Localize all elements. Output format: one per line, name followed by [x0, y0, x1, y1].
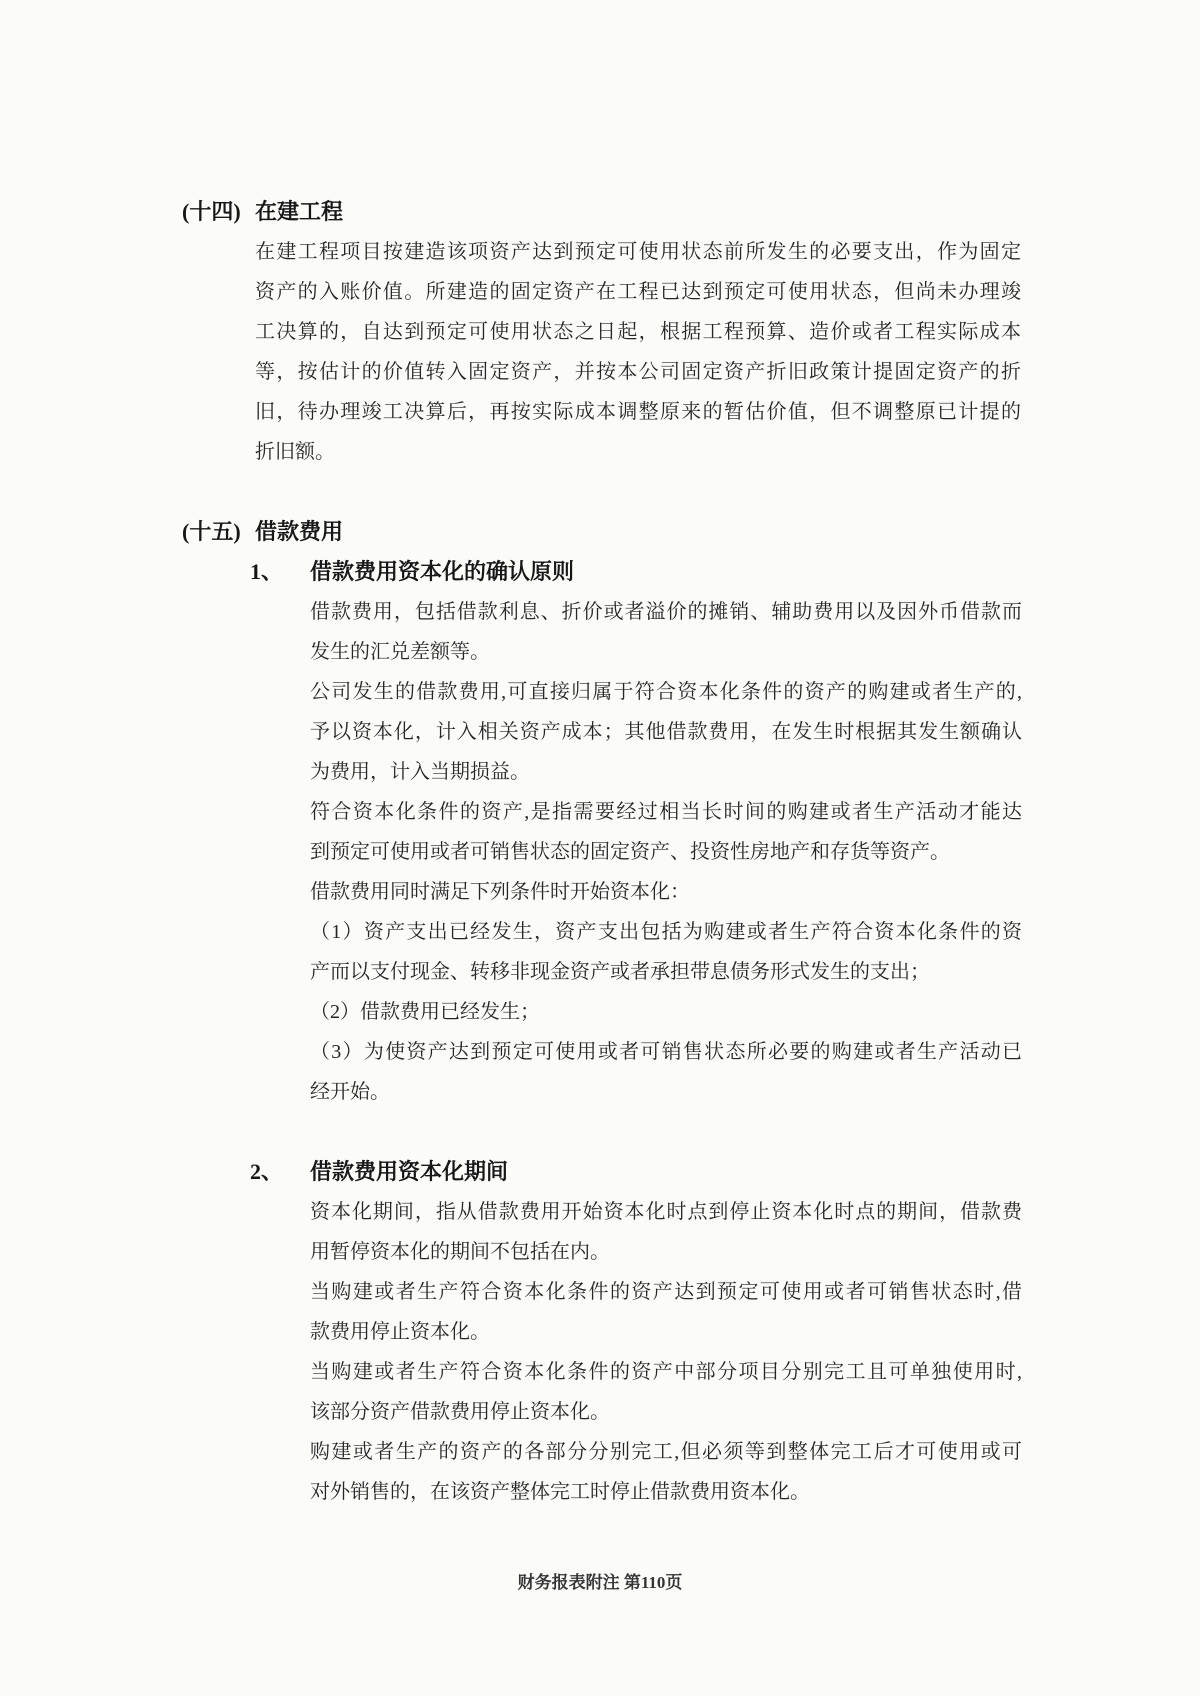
page-footer: 财务报表附注 第110页: [517, 1573, 683, 1592]
subsection-number: 2、: [250, 1159, 284, 1184]
text-line: 旧，待办理竣工决算后，再按实际成本调整原来的暂估价值，但不调整原已计提的: [255, 401, 1021, 423]
subsection-body: [310, 1192, 1022, 1512]
paragraph: [255, 232, 1021, 472]
subsection-capitalization-period: [0, 1152, 1200, 1512]
text-line: 款费用停止资本化。: [310, 1321, 490, 1343]
subsection-body: [310, 592, 1022, 1112]
section-construction-in-progress: [0, 192, 1200, 472]
text-line: 借款费用，包括借款利息、折价或者溢价的摊销、辅助费用以及因外币借款而: [310, 601, 1022, 623]
subsection-heading: [0, 1152, 1200, 1192]
paragraph: [310, 592, 1022, 672]
text-line: 该部分资产借款费用停止资本化。: [310, 1401, 610, 1423]
text-line: 当购建或者生产符合资本化条件的资产达到预定可使用或者可销售状态时,借: [310, 1281, 1022, 1303]
section-title: 借款费用: [255, 519, 344, 544]
text-line: 资本化期间，指从借款费用开始资本化时点到停止资本化时点的期间，借款费: [310, 1201, 1022, 1223]
text-line: 符合资本化条件的资产,是指需要经过相当长时间的购建或者生产活动才能达: [310, 801, 1022, 823]
section-label: (十四): [182, 199, 241, 224]
section-heading: [0, 512, 1200, 552]
page-content: [0, 192, 1200, 1512]
subsection-title: 借款费用资本化的确认原则: [310, 559, 575, 584]
paragraph: [310, 992, 1022, 1032]
text-line: （3）为使资产达到预定可使用或者可销售状态所必要的购建或者生产活动已: [310, 1041, 1022, 1063]
text-line: 产而以支付现金、转移非现金资产或者承担带息债务形式发生的支出；: [310, 961, 930, 983]
subsection-number: 1、: [250, 559, 284, 584]
paragraph: [310, 672, 1022, 792]
paragraph: [310, 792, 1022, 872]
section-heading: [0, 192, 1200, 232]
text-line: 购建或者生产的资产的各部分分别完工,但必须等到整体完工后才可使用或可: [310, 1441, 1022, 1463]
text-line: （2）借款费用已经发生；: [310, 1001, 540, 1023]
text-line: 公司发生的借款费用,可直接归属于符合资本化条件的资产的购建或者生产的,: [310, 681, 1022, 703]
text-line: 在建工程项目按建造该项资产达到预定可使用状态前所发生的必要支出，作为固定: [255, 241, 1021, 263]
text-line: 当购建或者生产符合资本化条件的资产中部分项目分别完工且可单独使用时,: [310, 1361, 1022, 1383]
text-line: 对外销售的，在该资产整体完工时停止借款费用资本化。: [310, 1481, 810, 1503]
text-line: 工决算的，自达到预定可使用状态之日起，根据工程预算、造价或者工程实际成本: [255, 321, 1021, 343]
text-line: 为费用，计入当期损益。: [310, 761, 530, 783]
text-line: 到预定可使用或者可销售状态的固定资产、投资性房地产和存货等资产。: [310, 841, 950, 863]
text-line: 经开始。: [310, 1081, 390, 1103]
subsection-heading: [0, 552, 1200, 592]
paragraph: [310, 1192, 1022, 1272]
paragraph: [310, 1272, 1022, 1352]
text-line: （1）资产支出已经发生，资产支出包括为购建或者生产符合资本化条件的资: [310, 921, 1022, 943]
section-borrowing-costs: [0, 512, 1200, 1512]
paragraph: [310, 1032, 1022, 1112]
text-line: 予以资本化，计入相关资产成本；其他借款费用，在发生时根据其发生额确认: [310, 721, 1022, 743]
section-title: 在建工程: [255, 199, 344, 224]
text-line: 资产的入账价值。所建造的固定资产在工程已达到预定可使用状态，但尚未办理竣: [255, 281, 1021, 303]
subsection-title: 借款费用资本化期间: [310, 1159, 509, 1184]
paragraph: [310, 872, 1022, 912]
paragraph: [310, 1432, 1022, 1512]
text-line: 用暂停资本化的期间不包括在内。: [310, 1241, 610, 1263]
text-line: 折旧额。: [255, 441, 335, 463]
text-line: 发生的汇兑差额等。: [310, 641, 490, 663]
section-label: (十五): [182, 519, 241, 544]
text-line: 借款费用同时满足下列条件时开始资本化：: [310, 881, 690, 903]
section-body: [255, 232, 1021, 472]
text-line: 等，按估计的价值转入固定资产，并按本公司固定资产折旧政策计提固定资产的折: [255, 361, 1021, 383]
paragraph: [310, 912, 1022, 992]
subsection-capitalization-recognition: [0, 552, 1200, 1112]
paragraph: [310, 1352, 1022, 1432]
